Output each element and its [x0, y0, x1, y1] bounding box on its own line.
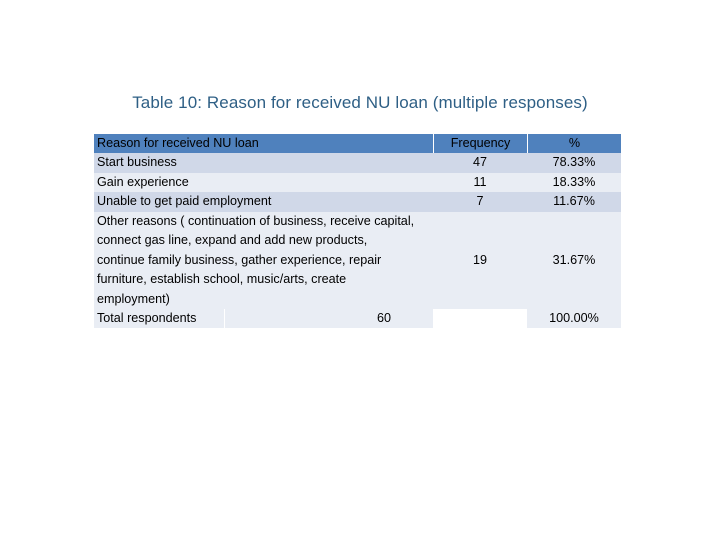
row-frequency: 47 [472, 155, 487, 169]
row-reason: Gain experience [97, 175, 189, 189]
header-reason: Reason for received NU loan [97, 136, 259, 150]
header-frequency: Frequency [433, 134, 527, 153]
table-row [94, 153, 621, 174]
reason-line: connect gas line, expand and add new products, [97, 233, 368, 248]
reason-line: employment) [97, 291, 170, 306]
row-percent: 18.33% [552, 175, 596, 189]
row-percent: 11.67% [553, 194, 595, 208]
table-header-row [94, 134, 621, 153]
reason-line: continue family business, gather experience, repair [97, 252, 382, 267]
reason-line: Other reasons ( continuation of business, receive capital, [97, 214, 415, 228]
table-title: Table 10: Reason for received NU loan (multiple responses) [132, 93, 588, 112]
reason-line: furniture, establish school, music/arts, create [97, 272, 347, 287]
table-row [94, 212, 621, 310]
row-reason: Start business [97, 155, 177, 169]
table-total-row [94, 309, 621, 328]
row-percent: 78.33% [552, 155, 596, 169]
row-frequency: 11 [473, 175, 487, 189]
total-value: 60 [225, 309, 433, 328]
table-row [94, 173, 621, 193]
total-percent: 100.00% [527, 309, 621, 328]
header-percent: % [527, 134, 621, 153]
table-row [94, 192, 621, 213]
row-frequency: 7 [476, 194, 484, 208]
total-empty-cell [433, 309, 527, 328]
row-percent: 31.67% [552, 252, 596, 267]
data-table [94, 134, 621, 328]
row-frequency: 19 [472, 252, 487, 267]
row-reason: Unable to get paid employment [97, 194, 272, 208]
row-reason-multiline [94, 212, 433, 309]
total-label: Total respondents [94, 309, 224, 328]
